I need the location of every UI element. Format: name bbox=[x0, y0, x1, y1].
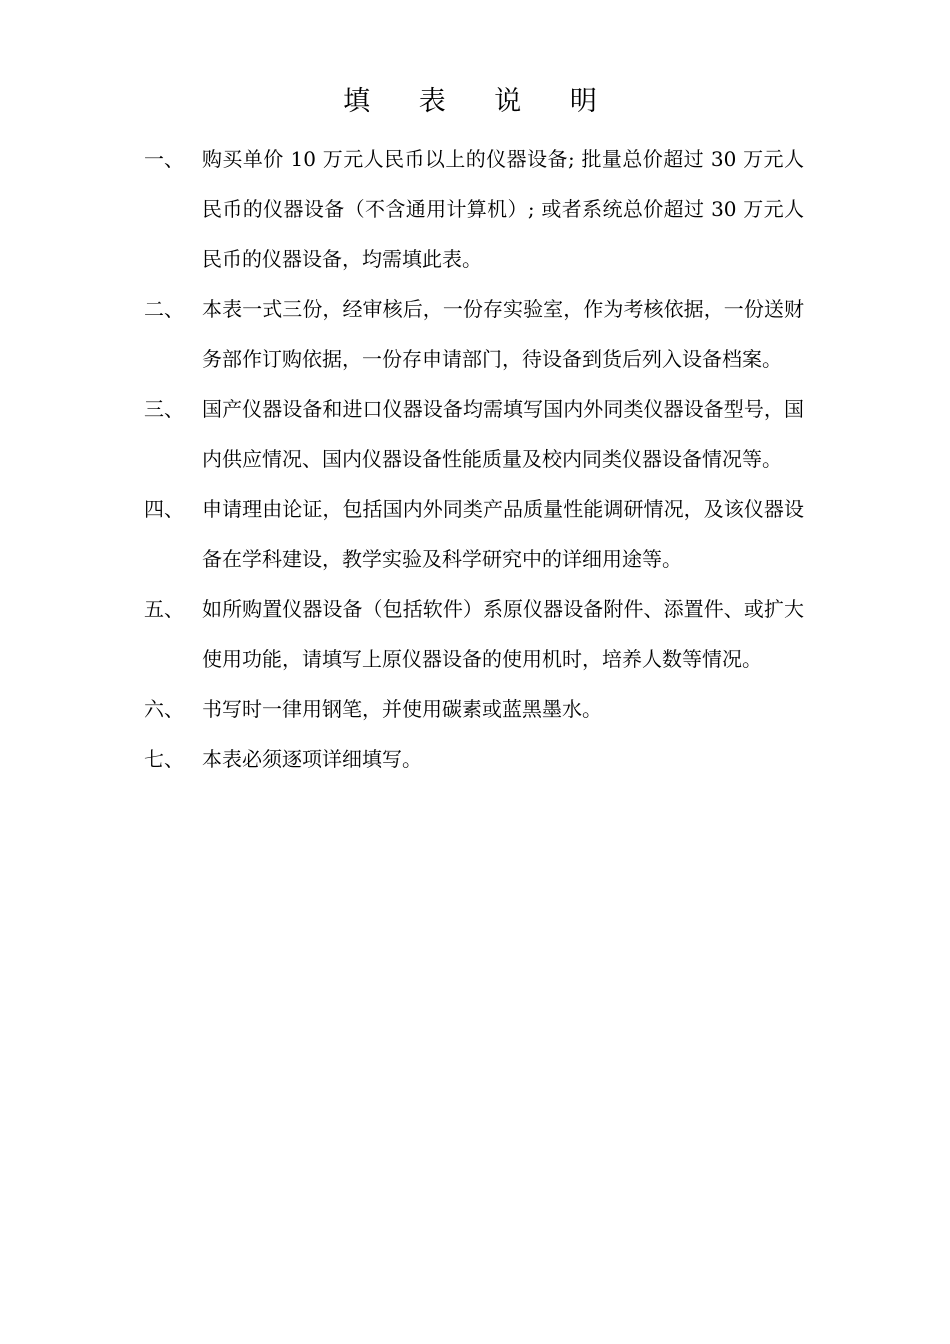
item-number: 二、 bbox=[144, 297, 184, 321]
item-text: 申请理由论证，包括国内外同类产品质量性能调研情况，及该仪器设备在学科建设，教学实验及科学研究中的详细用途等。 bbox=[202, 497, 804, 571]
list-item bbox=[144, 484, 804, 584]
list-item bbox=[144, 584, 804, 684]
list-item bbox=[144, 734, 804, 784]
item-text: 如所购置仪器设备（包括软件）系原仪器设备附件、添置件、或扩大使用功能，请填写上原仪器设备的使用机时，培养人数等情况。 bbox=[202, 597, 804, 671]
item-number: 七、 bbox=[144, 747, 184, 771]
instruction-list bbox=[144, 134, 804, 784]
list-item bbox=[144, 684, 804, 734]
item-number: 一、 bbox=[144, 147, 184, 171]
item-number: 六、 bbox=[144, 697, 184, 721]
list-item bbox=[144, 134, 804, 284]
list-item bbox=[144, 384, 804, 484]
page-title: 填 表 说 明 bbox=[343, 86, 617, 117]
item-number: 三、 bbox=[144, 397, 184, 421]
list-item bbox=[144, 284, 804, 384]
item-text: 书写时一律用钢笔，并使用碳素或蓝黑墨水。 bbox=[202, 697, 602, 721]
item-number: 四、 bbox=[144, 497, 184, 521]
item-text: 本表必须逐项详细填写。 bbox=[202, 747, 422, 771]
item-text: 购买单价 10 万元人民币以上的仪器设备; 批量总价超过 30 万元人民币的仪器设备（不含通用计算机）; 或者系统总价超过 30 万元人民币的仪器设备，均需填此表。 bbox=[202, 147, 804, 271]
item-text: 本表一式三份，经审核后，一份存实验室，作为考核依据，一份送财务部作订购依据，一份存申请部门，待设备到货后列入设备档案。 bbox=[202, 297, 804, 371]
item-text: 国产仪器设备和进口仪器设备均需填写国内外同类仪器设备型号，国内供应情况、国内仪器设备性能质量及校内同类仪器设备情况等。 bbox=[202, 397, 804, 471]
item-number: 五、 bbox=[144, 597, 184, 621]
